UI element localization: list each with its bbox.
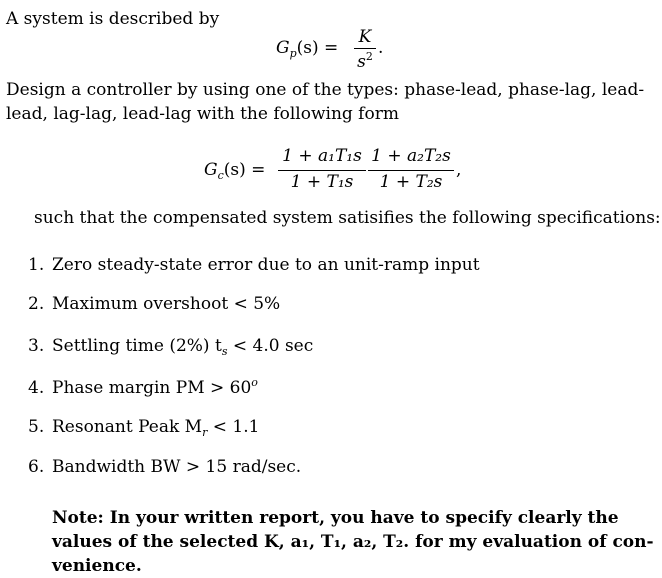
spec-number: 2. xyxy=(28,294,45,314)
note-line-3: venience. xyxy=(52,556,142,576)
spec-text-rest: < 4.0 sec xyxy=(227,336,314,356)
spec-number: 3. xyxy=(28,336,45,356)
plant-den-base: s xyxy=(357,52,366,72)
design-text-line-1: Design a controller by using one of the types: phase-lead, phase-lag, lead- xyxy=(6,80,645,100)
controller-num-2: 1 + a₂T₂s xyxy=(371,146,451,166)
list-item xyxy=(28,294,280,314)
list-item xyxy=(28,336,313,358)
list-item xyxy=(28,255,480,275)
list-item xyxy=(28,457,301,477)
controller-arg: (s) = xyxy=(223,160,266,180)
spec-number: 1. xyxy=(28,255,45,275)
note-line-2: values of the selected K, a₁, T₁, a₂, T₂. for my evaluation of con- xyxy=(52,532,654,552)
design-text-line-2: lead, lag-lag, lead-lag with the following form xyxy=(6,104,399,124)
plant-numerator: K xyxy=(358,27,372,47)
spec-subscript: r xyxy=(202,426,208,439)
list-item xyxy=(28,417,259,439)
plant-lhs xyxy=(276,38,338,60)
controller-den-1: 1 + T₁s xyxy=(290,172,354,192)
spec-number: 5. xyxy=(28,417,45,437)
intro-text: A system is described by xyxy=(6,9,220,29)
plant-G: G xyxy=(276,38,290,58)
spec-text: Resonant Peak M xyxy=(52,417,203,437)
plant-denominator xyxy=(354,50,376,72)
plant-subscript: p xyxy=(289,47,297,60)
note-line-1: Note: In your written report, you have to specify clearly the xyxy=(52,508,619,528)
plant-fraction-bar xyxy=(354,48,376,49)
spec-number: 4. xyxy=(28,378,45,398)
controller-den-2: 1 + T₂s xyxy=(379,172,443,192)
plant-arg: (s) = xyxy=(296,38,339,58)
spec-text: Zero steady-state error due to an unit-ramp input xyxy=(52,255,480,275)
list-item xyxy=(28,376,258,398)
spec-subscript: s xyxy=(221,345,228,358)
note-block xyxy=(52,506,654,578)
spec-text: Settling time (2%) t xyxy=(52,336,222,356)
spec-superscript: o xyxy=(251,376,258,389)
controller-bar-1 xyxy=(278,170,366,171)
controller-num-1: 1 + a₁T₁s xyxy=(282,146,362,166)
spec-intro: such that the compensated system satisifies the following specifications: xyxy=(34,208,661,228)
controller-subscript: c xyxy=(217,169,224,182)
spec-text: Maximum overshoot < 5% xyxy=(52,294,281,314)
controller-G: G xyxy=(204,160,218,180)
spec-text: Phase margin PM > 60 xyxy=(52,378,252,398)
plant-den-exp: 2 xyxy=(365,50,373,63)
spec-number: 6. xyxy=(28,457,45,477)
controller-bar-2 xyxy=(368,170,454,171)
controller-comma: , xyxy=(456,160,462,180)
spec-text-rest: < 1.1 xyxy=(207,417,260,437)
controller-lhs xyxy=(204,160,265,182)
plant-period: . xyxy=(378,38,384,58)
spec-text: Bandwidth BW > 15 rad/sec. xyxy=(52,457,302,477)
